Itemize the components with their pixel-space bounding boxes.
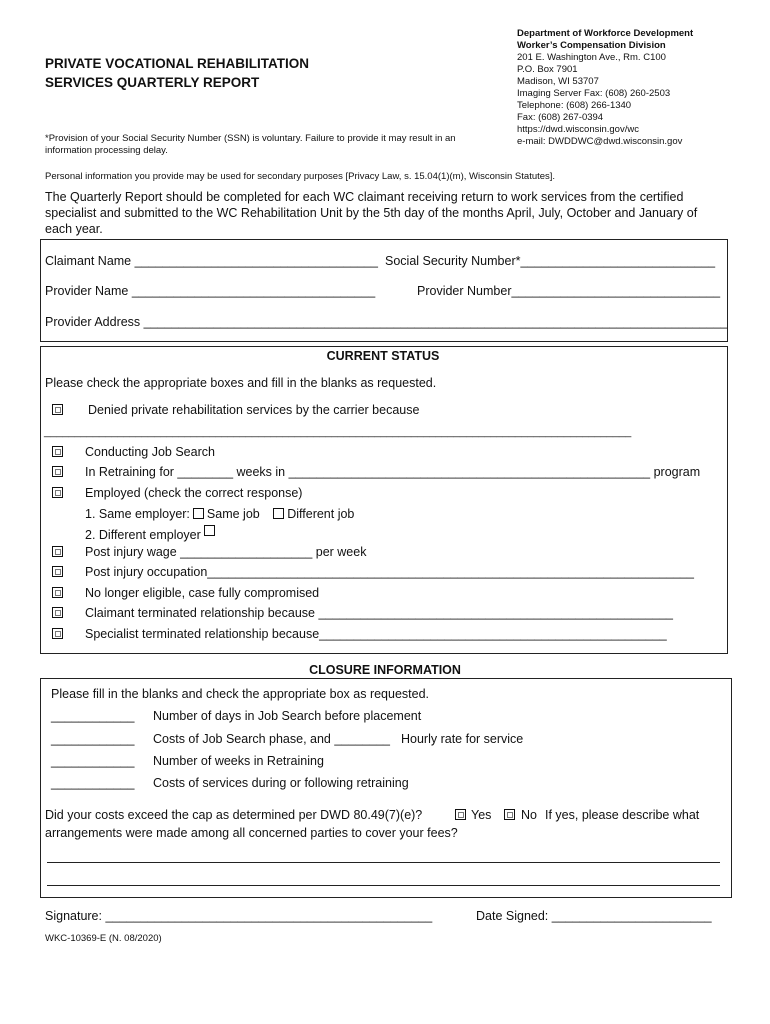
closure-heading: CLOSURE INFORMATION	[309, 663, 461, 677]
claimant-terminated-checkbox[interactable]	[52, 607, 63, 618]
retraining-checkbox[interactable]	[52, 466, 63, 477]
description-line-2[interactable]	[47, 885, 720, 886]
cap-no-checkbox[interactable]	[504, 809, 515, 820]
cap-yes-checkbox[interactable]	[455, 809, 466, 820]
dept-line: Telephone: (608) 266-1340	[517, 100, 632, 111]
ssn-note-line1: *Provision of your Social Security Number (SSN) is voluntary. Failure to provide it may result in an	[45, 133, 456, 144]
claimant-terminated-field[interactable]: Claimant terminated relationship because ___________________________________________________	[85, 606, 674, 620]
dept-line: 201 E. Washington Ave., Rm. C100	[517, 52, 666, 63]
department-info	[517, 28, 693, 148]
retraining-costs-blank[interactable]: ____________	[51, 776, 135, 790]
cap-yes-label: Yes	[471, 808, 492, 822]
retraining-costs-label: Costs of services during or following retraining	[153, 776, 409, 790]
job-search-days-blank[interactable]: ____________	[51, 709, 135, 723]
different-job-label: Different job	[287, 507, 355, 521]
job-search-label: Conducting Job Search	[85, 445, 215, 459]
form-title-line1: PRIVATE VOCATIONAL REHABILITATION	[45, 56, 309, 71]
form-title-line2: SERVICES QUARTERLY REPORT	[45, 75, 260, 90]
closure-instruction: Please fill in the blanks and check the appropriate box as requested.	[51, 687, 430, 701]
retraining-label[interactable]: In Retraining for ________ weeks in ____________________________________________________ program	[85, 465, 701, 479]
ssn-field[interactable]: Social Security Number*____________________________	[385, 254, 716, 268]
privacy-note: Personal information you provide may be used for secondary purposes [Privacy Law, s. 15.04(1)(m), Wisconsin Statutes].	[45, 171, 556, 182]
dept-line: Department of Workforce Development	[517, 28, 694, 39]
weeks-retraining-label: Number of weeks in Retraining	[153, 754, 324, 768]
dept-line: P.O. Box 7901	[517, 64, 578, 75]
provider-name-field[interactable]: Provider Name ___________________________________	[45, 284, 376, 298]
specialist-terminated-checkbox[interactable]	[52, 628, 63, 639]
dept-line: https://dwd.wisconsin.gov/wc	[517, 124, 639, 135]
employed-label: Employed (check the correct response)	[85, 486, 303, 500]
different-employer-checkbox[interactable]	[204, 525, 215, 536]
dept-line: e-mail: DWDDWC@dwd.wisconsin.gov	[517, 136, 683, 147]
signature-field[interactable]: Signature: _______________________________________________	[45, 909, 433, 923]
job-search-days-label: Number of days in Job Search before placement	[153, 709, 422, 723]
occupation-checkbox[interactable]	[52, 566, 63, 577]
wage-field[interactable]: Post injury wage ___________________ per week	[85, 545, 367, 559]
same-employer-row	[85, 507, 354, 521]
status-instruction: Please check the appropriate boxes and fill in the blanks as requested.	[45, 376, 437, 390]
dept-line: Fax: (608) 267-0394	[517, 112, 604, 123]
wage-checkbox[interactable]	[52, 546, 63, 557]
different-employer-row	[85, 525, 218, 542]
different-employer-label: 2. Different employer	[85, 528, 201, 542]
different-job-checkbox[interactable]	[273, 508, 284, 519]
date-signed-field[interactable]: Date Signed: _______________________	[476, 909, 712, 923]
denied-checkbox[interactable]	[52, 404, 63, 415]
occupation-field[interactable]: Post injury occupation______________________________________________________________________	[85, 565, 694, 579]
denied-reason-line[interactable]: ________________________________________________________________________________________________	[44, 426, 632, 438]
job-search-costs-blank[interactable]: ____________	[51, 732, 135, 746]
specialist-terminated-field[interactable]: Specialist terminated relationship because__________________________________________________	[85, 627, 667, 641]
form-title	[45, 54, 309, 92]
dept-line: Imaging Server Fax: (608) 260-2503	[517, 88, 671, 99]
provider-address-field[interactable]: Provider Address ____________________________________________________________________________________	[45, 315, 728, 329]
ssn-note	[45, 133, 456, 157]
weeks-retraining-blank[interactable]: ____________	[51, 754, 135, 768]
no-longer-eligible-checkbox[interactable]	[52, 587, 63, 598]
hourly-rate-label: Hourly rate for service	[401, 732, 524, 746]
job-search-costs-label[interactable]: Costs of Job Search phase, and ________	[153, 732, 390, 746]
same-employer-label: 1. Same employer:	[85, 507, 190, 521]
dept-line: Madison, WI 53707	[517, 76, 599, 87]
dept-line: Worker’s Compensation Division	[517, 40, 666, 51]
cap-question: Did your costs exceed the cap as determined per DWD 80.49(7)(e)?	[45, 808, 423, 822]
employed-checkbox[interactable]	[52, 487, 63, 498]
form-number: WKC-10369-E (N. 08/2020)	[45, 933, 162, 944]
job-search-checkbox[interactable]	[52, 446, 63, 457]
cap-no-label: No	[521, 808, 537, 822]
intro-text: The Quarterly Report should be completed for each WC claimant receiving return to work services from the certified specialist and submitted to the WC Rehabilitation Unit by the 5th day of the months April, July, October and January of each year.	[45, 190, 698, 236]
ssn-note-line2: information processing delay.	[45, 145, 168, 156]
description-line-1[interactable]	[47, 862, 720, 863]
denied-label: Denied private rehabilitation services by the carrier because	[88, 403, 420, 417]
claimant-name-field[interactable]: Claimant Name ___________________________________	[45, 254, 378, 268]
no-longer-eligible-label: No longer eligible, case fully compromised	[85, 586, 320, 600]
if-yes-label: If yes, please describe what	[545, 808, 700, 822]
current-status-heading: CURRENT STATUS	[326, 349, 440, 363]
same-job-label: Same job	[206, 507, 260, 521]
arrangements-label: arrangements were made among all concerned parties to cover your fees?	[45, 826, 458, 840]
same-job-checkbox[interactable]	[193, 508, 204, 519]
provider-number-field[interactable]: Provider Number______________________________	[417, 284, 721, 298]
